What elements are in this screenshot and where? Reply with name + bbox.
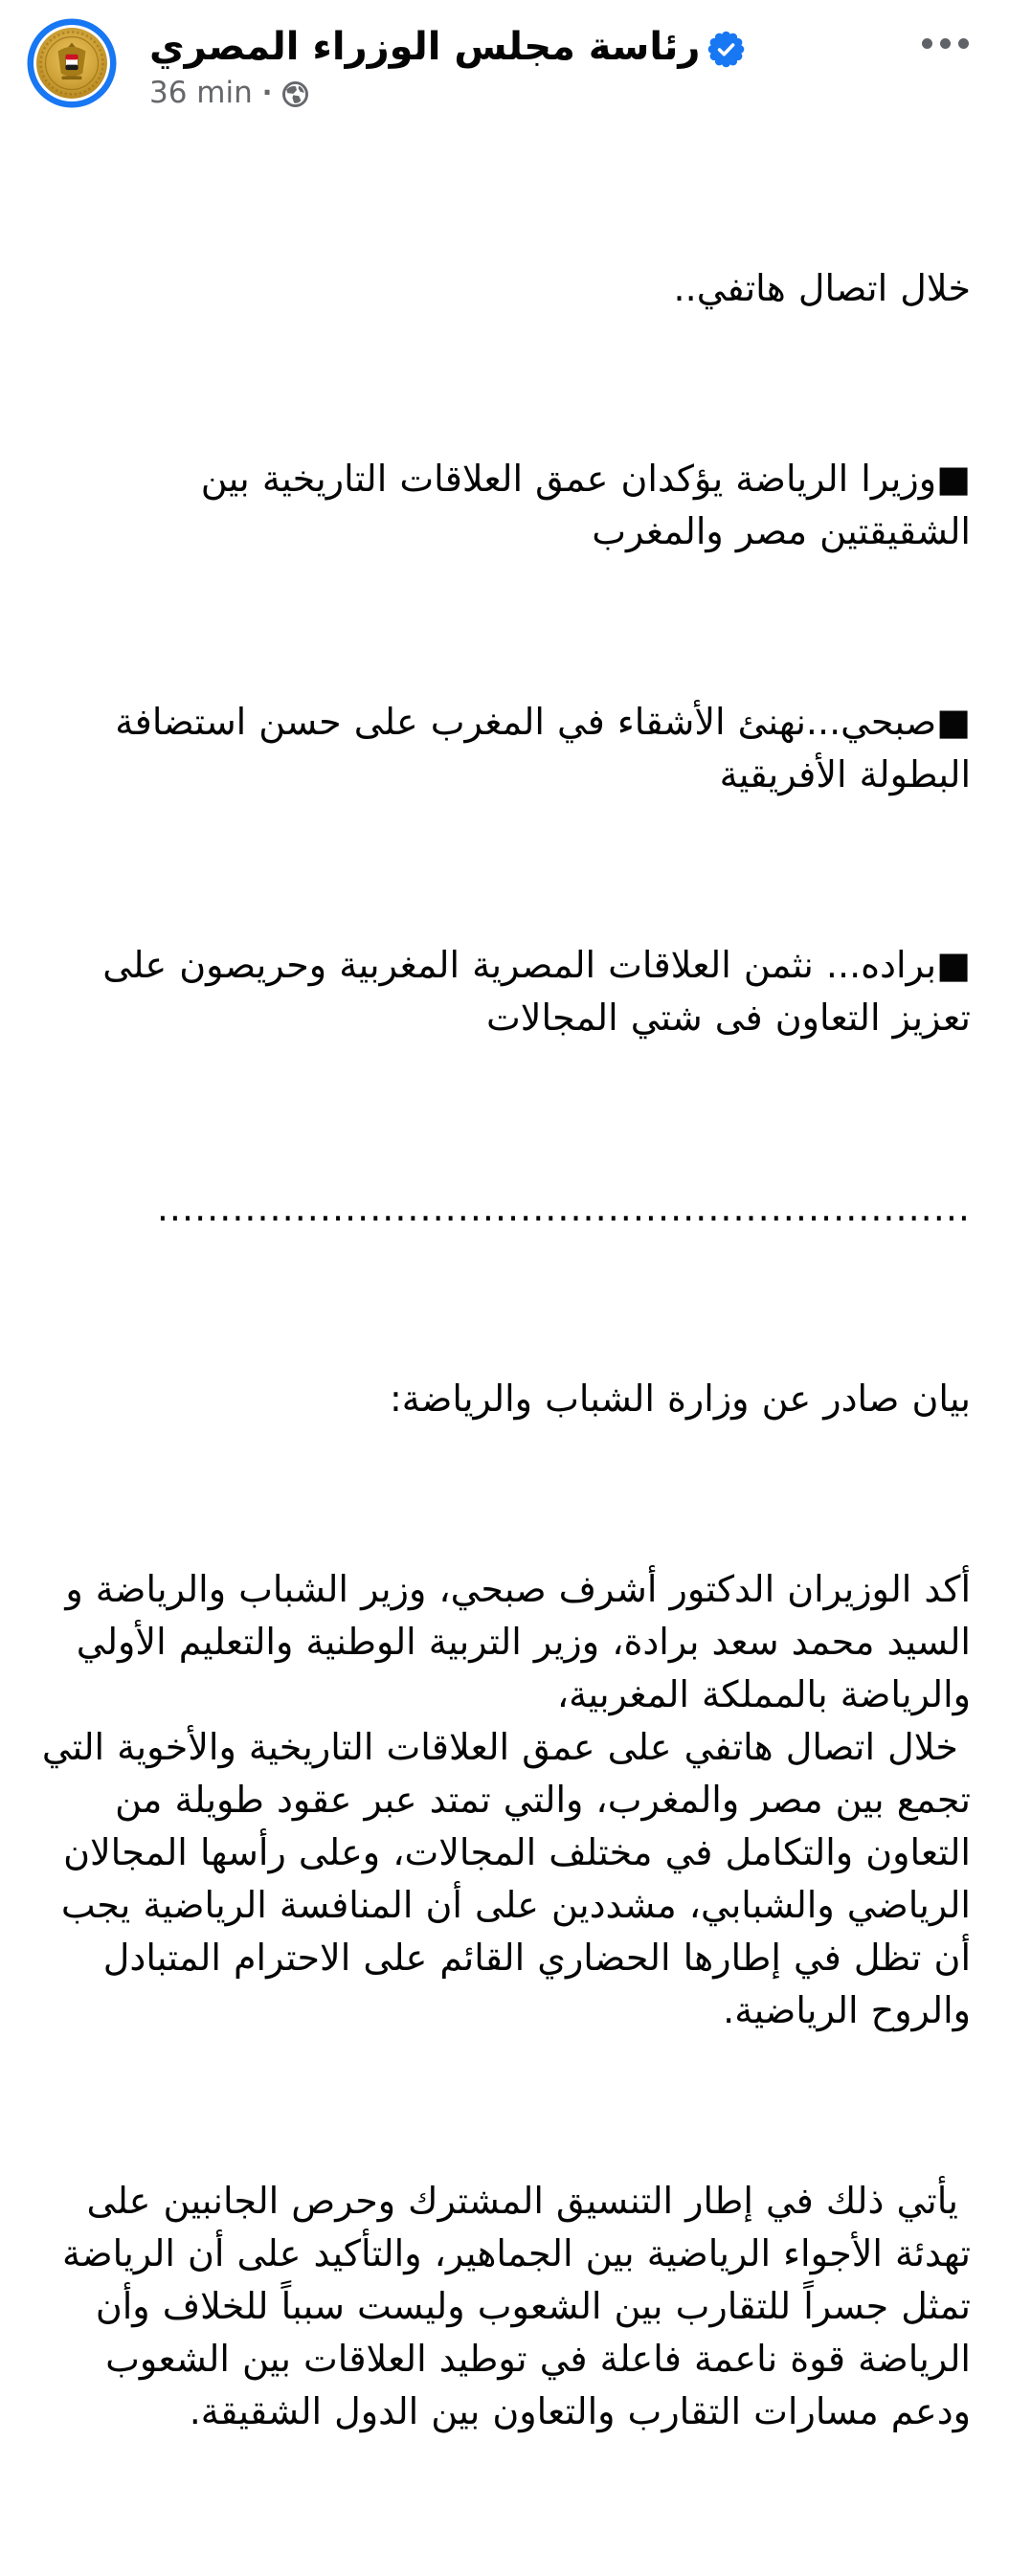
egyptian-cabinet-emblem-icon bbox=[27, 18, 117, 108]
post-paragraph: يأتي ذلك في إطار التنسيق المشترك وحرص الجانبين على تهدئة الأجواء الرياضية بين الجماهير، والتأكيد على أن الرياضة تمثل جسراً للتقارب بين الشعوب وليست سبباً للخلاف وأن الرياضة قوة ناعمة فاعلة في توطيد العلاقات بين الشعوب ودعم مسارات التقارب والتعاون بين الدول الشقيقة. bbox=[49, 2180, 971, 2432]
verified-badge-icon bbox=[708, 32, 744, 67]
post-body bbox=[0, 124, 1009, 2576]
page-name-link[interactable]: رئاسة مجلس الوزراء المصري bbox=[149, 25, 701, 69]
dots-separator: ................................................................. bbox=[156, 1187, 971, 1229]
menu-dot-icon bbox=[922, 38, 932, 49]
post-paragraph: بيان صادر عن وزارة الشباب والرياضة: bbox=[389, 1378, 971, 1420]
post-paragraph: ■براده... نثمن العلاقات المصرية المغربية وحريصون على تعزيز التعاون فى شتي المجالات bbox=[90, 944, 971, 1039]
post-paragraph: أكد الوزيران الدكتور أشرف صبحي، وزير الشباب والرياضة و السيد محمد سعد برادة، وزير التربية الوطنية والتعليم الأولي والرياضة بالمملكة المغربية، خلال اتصال هاتفي على عمق العلاقات التاريخية والأخوية التي تجمع بين مصر والمغرب، والتي تمتد عبر عقود طويلة من التعاون والتكامل في مختلف المجالات، وعلى رأسها المجالان الرياضي والشبابي، مشددين على أن المنافسة الرياضية يجب أن تظل في إطارها الحضاري القائم على الاحترام المتبادل والروح الرياضية. bbox=[41, 1568, 971, 2031]
post-paragraph: خلال اتصال هاتفي.. bbox=[673, 267, 971, 309]
post-options-button[interactable] bbox=[922, 38, 969, 49]
public-audience-globe-icon bbox=[281, 80, 309, 108]
post-paragraph: ■وزيرا الرياضة يؤكدان عمق العلاقات التاريخية بين الشقيقتين مصر والمغرب bbox=[188, 458, 971, 552]
page-name-row bbox=[149, 25, 744, 69]
post-header bbox=[0, 0, 1009, 124]
page-avatar[interactable] bbox=[27, 18, 117, 108]
meta-separator-dot: · bbox=[261, 76, 273, 108]
post-meta-row bbox=[149, 77, 744, 109]
menu-dot-icon bbox=[940, 38, 951, 49]
header-text-block bbox=[149, 25, 744, 109]
menu-dot-icon bbox=[958, 38, 969, 49]
post-timestamp[interactable]: 36 min bbox=[149, 76, 253, 110]
post-paragraph: ■صبحي...نهنئ الأشقاء في المغرب على حسن استضافة البطولة الأفريقية bbox=[102, 701, 971, 795]
